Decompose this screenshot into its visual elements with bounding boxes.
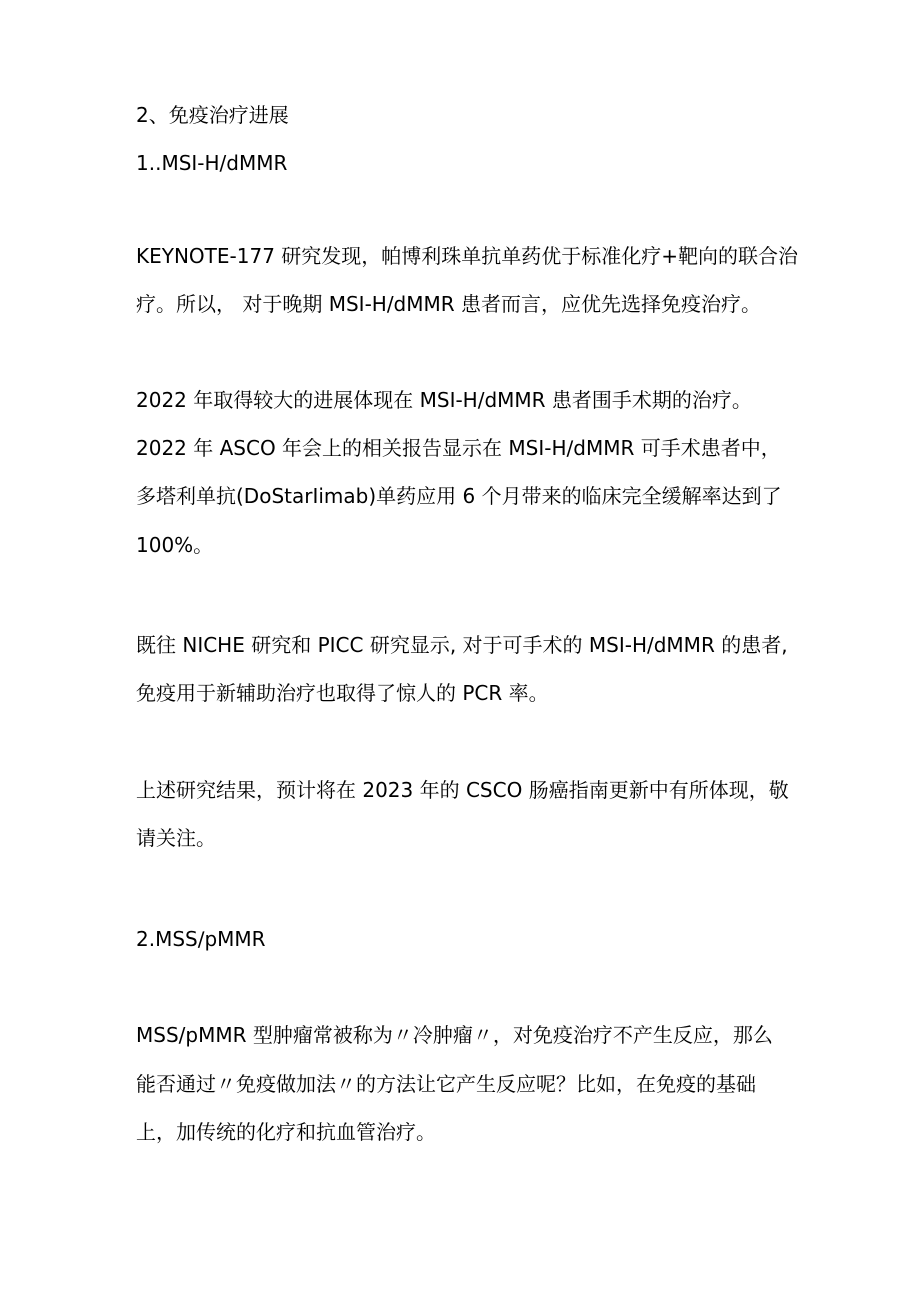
paragraph-mss-line-3: 上，加传统的化疗和抗血管治疗。 [136,1120,436,1144]
subheading-mss-pmmr: 2.MSS∕pMMR [136,927,266,951]
paragraph-2022-line-4: 100%。 [136,533,214,557]
paragraph-csco-line-1: 上述研究结果，预计将在 2023 年的 CSCO 肠癌指南更新中有所体现，敬 [136,778,789,802]
paragraph-mss-line-2: 能否通过〃免疫做加法〃的方法让它产生反应呢？比如，在免疫的基础 [136,1072,756,1096]
paragraph-2022-line-3: 多塔利单抗(DoStarIimab)单药应用 6 个月带来的临床完全缓解率达到了 [136,484,782,508]
paragraph-2022-line-2: 2022 年 ASCO 年会上的相关报告显示在 MSI-H∕dMMR 可手术患者中， [136,436,781,460]
paragraph-niche-line-1: 既往 NICHE 研究和 PICC 研究显示, 对于可手术的 MSI-H/dMMR 的患者, [136,633,788,657]
paragraph-csco-line-2: 请关注。 [136,826,216,850]
subheading-msi-h-dmmr: 1..MSI-H/dMMR [136,151,288,175]
paragraph-mss-line-1: MSS/pMMR 型肿瘤常被称为〃冷肿瘤〃，对免疫治疗不产生反应，那么 [136,1023,773,1047]
paragraph-niche-line-2: 免疫用于新辅助治疗也取得了惊人的 PCR 率。 [136,681,549,705]
paragraph-keynote-line-1: KEYNOTE-177 研究发现，帕博利珠单抗单药优于标准化疗+靶向的联合治 [136,244,799,268]
paragraph-keynote-line-2: 疗。所以， 对于晚期 MSI-H/dMMR 患者而言，应优先选择免疫治疗。 [136,292,762,316]
paragraph-2022-line-1: 2022 年取得较大的进展体现在 MSI-H/dMMR 患者围手术期的治疗。 [136,388,752,412]
section-heading: 2、免疫治疗进展 [136,103,289,127]
